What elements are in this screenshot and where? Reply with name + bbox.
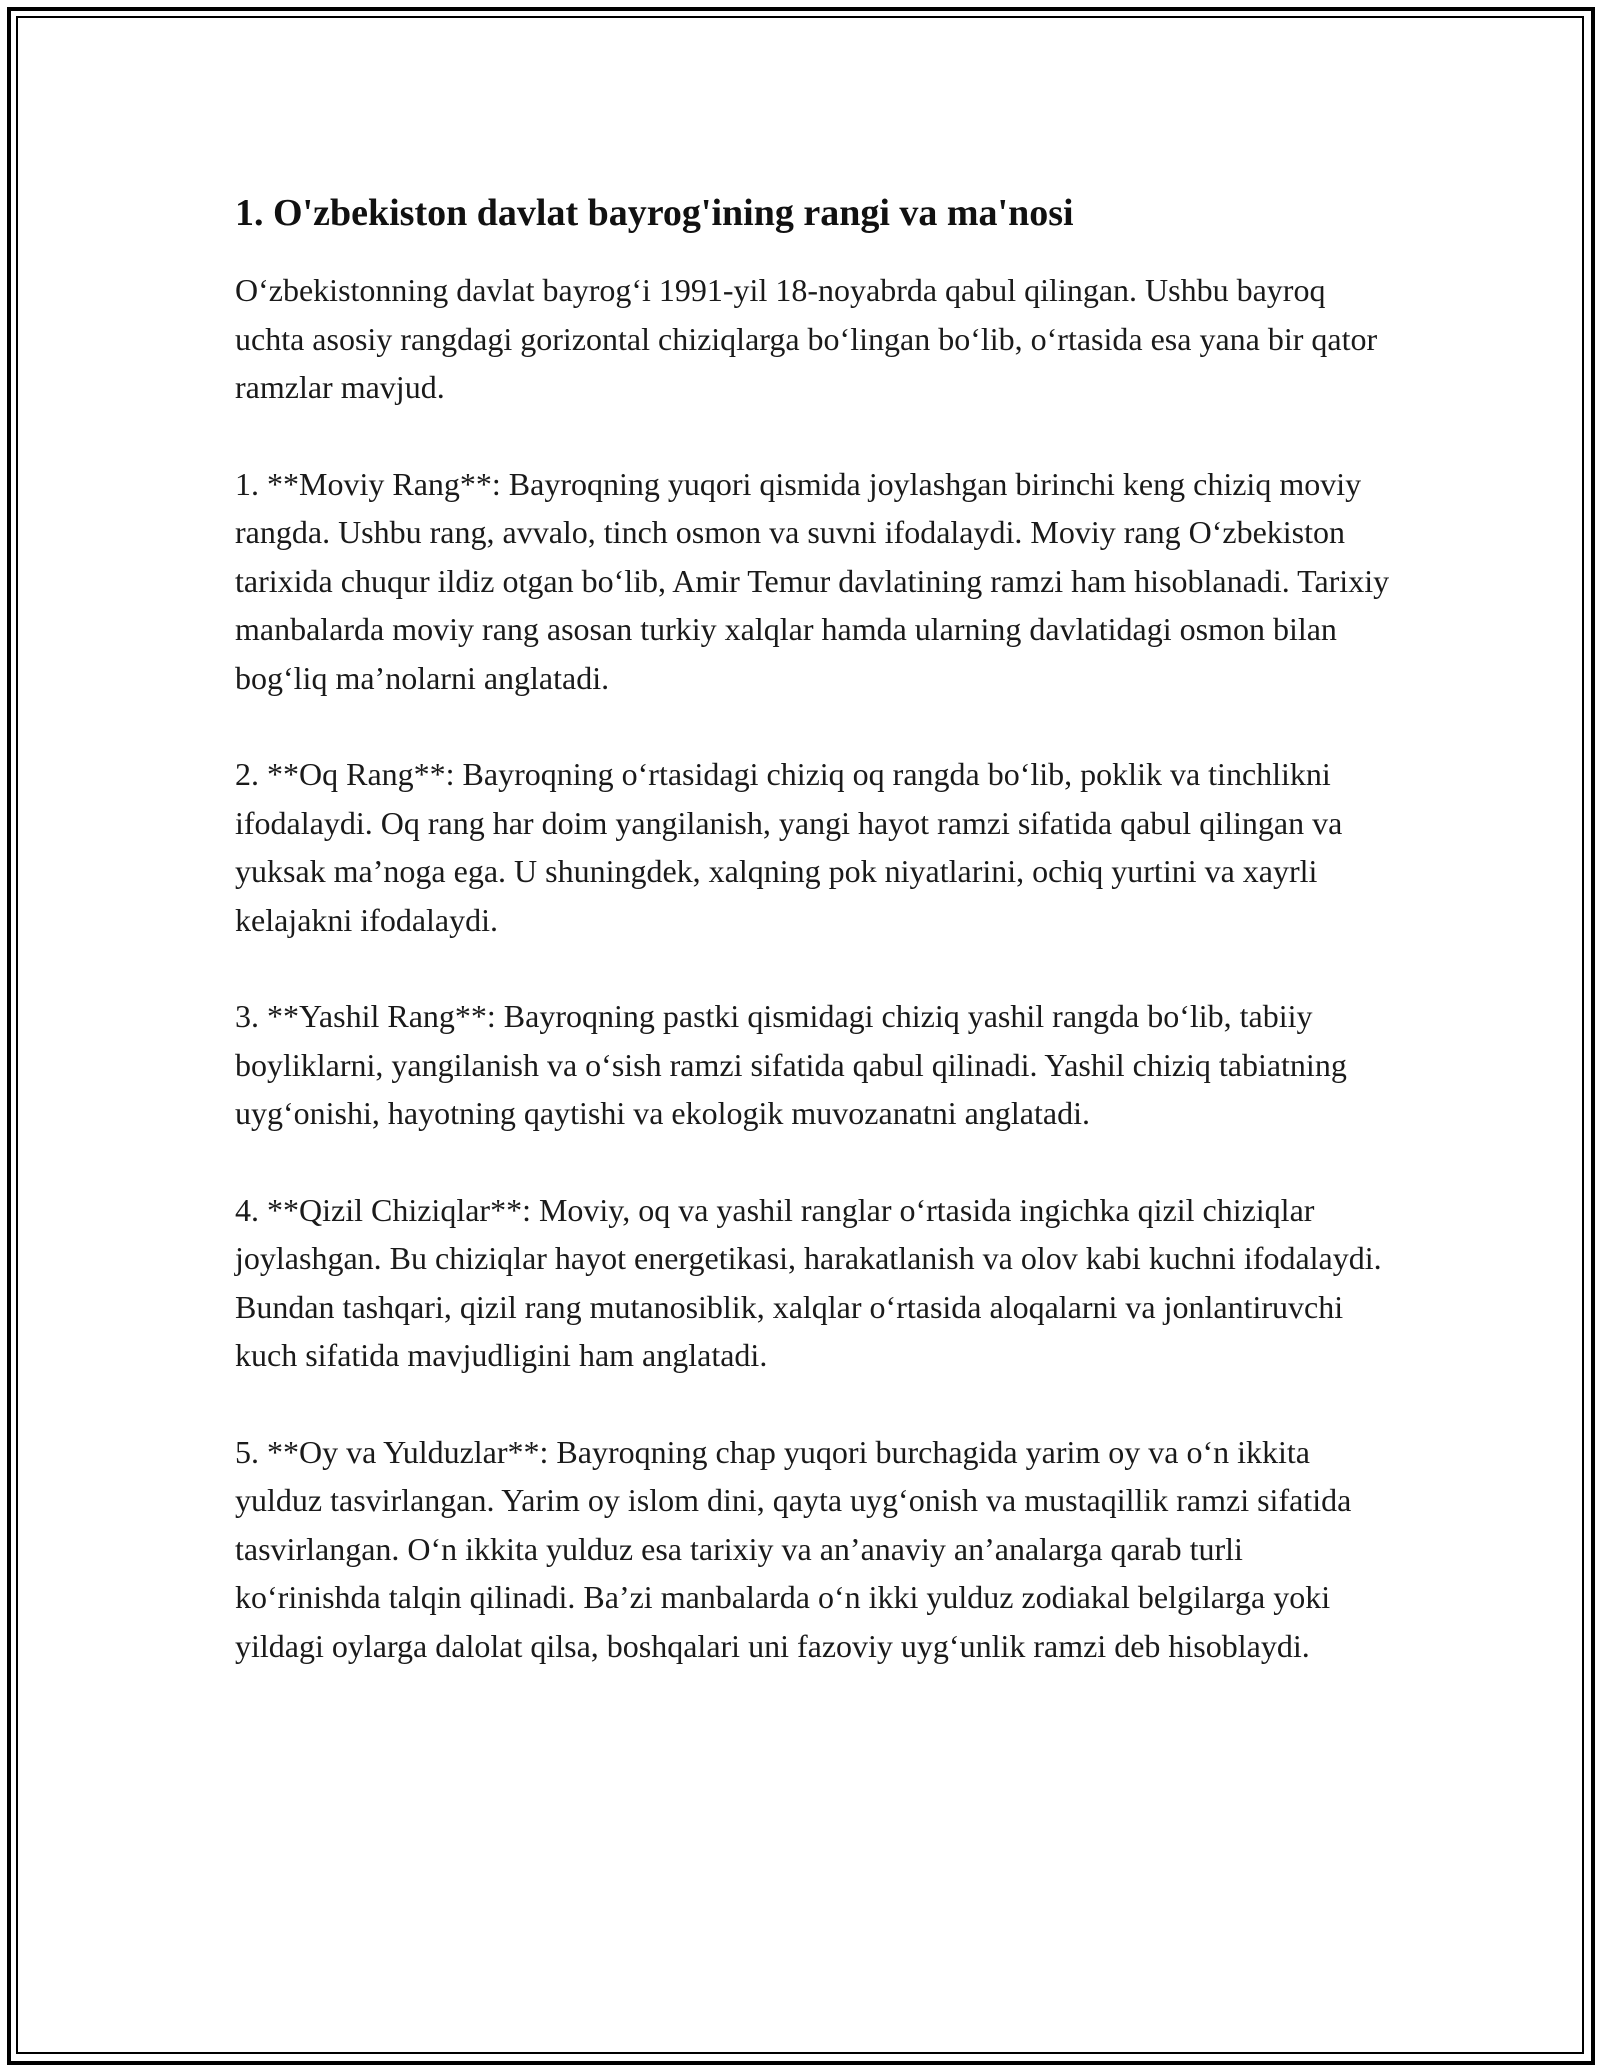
paragraph-moon-and-stars: 5. **Oy va Yulduzlar**: Bayroqning chap yuqori burchagida yarim oy va o‘n ikkita yulduz tasvirlangan. Yarim oy islom dini, qayta uyg‘onish va mustaqillik ramzi sifatida tasvirlangan. O‘n ikkita yulduz esa tarixiy va an’anaviy an’analarga qarab turli ko‘rinishda talqin qilinadi. Ba’zi manbalarda o‘n ikki yulduz zodiakal belgilarga yoki yildagi oylarga dalolat qilsa, boshqalari uni fazoviy uyg‘unlik ramzi deb hisoblaydi. — [235, 1433, 1352, 1664]
paragraph-red-stripes: 4. **Qizil Chiziqlar**: Moviy, oq va yashil ranglar o‘rtasida ingichka qizil chiziqlar joylashgan. Bu chiziqlar hayot energetikasi, harakatlanish va olov kabi kuchni ifodalaydi. Bundan tashqari, qizil rang mutanosiblik, xalqlar o‘rtasida aloqalarni va jonlantiruvchi kuch sifatida mavjudligini ham anglatadi. — [235, 1191, 1382, 1373]
paragraph-green-color: 3. **Yashil Rang**: Bayroqning pastki qismidagi chiziq yashil rangda bo‘lib, tabiiy boyliklarni, yangilanish va o‘sish ramzi sifatida qabul qilinadi. Yashil chiziq tabiatning uyg‘onishi, hayotning qaytishi va ekologik muvozanatni anglatadi. — [235, 998, 1347, 1131]
intro-paragraph: O‘zbekistonning davlat bayrog‘i 1991-yil 18-noyabrda qabul qilingan. Ushbu bayroq uchta asosiy rangdagi gorizontal chiziqlarga bo‘lingan bo‘lib, o‘rtasida esa yana bir qator ramzlar mavjud. — [235, 272, 1378, 405]
paragraph-white-color: 2. **Oq Rang**: Bayroqning o‘rtasidagi chiziq oq rangda bo‘lib, poklik va tinchlikni ifodalaydi. Oq rang har doim yangilanish, yangi hayot ramzi sifatida qabul qilingan va yuksak ma’noga ega. U shuningdek, xalqning pok niyatlarini, ochiq yurtini va xayrli kelajakni ifodalaydi. — [235, 756, 1343, 938]
document-heading: 1. O'zbekiston davlat bayrog'ining rangi va ma'nosi — [235, 192, 1074, 234]
document-body — [235, 186, 1395, 1718]
paragraph-blue-color: 1. **Moviy Rang**: Bayroqning yuqori qismida joylashgan birinchi keng chiziq moviy rangda. Ushbu rang, avvalo, tinch osmon va suvni ifodalaydi. Moviy rang O‘zbekiston tarixida chuqur ildiz otgan bo‘lib, Amir Temur davlatining ramzi ham hisoblanadi. Tarixiy manbalarda moviy rang asosan turkiy xalqlar hamda ularning davlatidagi osmon bilan bog‘liq ma’nolarni anglatadi. — [235, 465, 1390, 696]
